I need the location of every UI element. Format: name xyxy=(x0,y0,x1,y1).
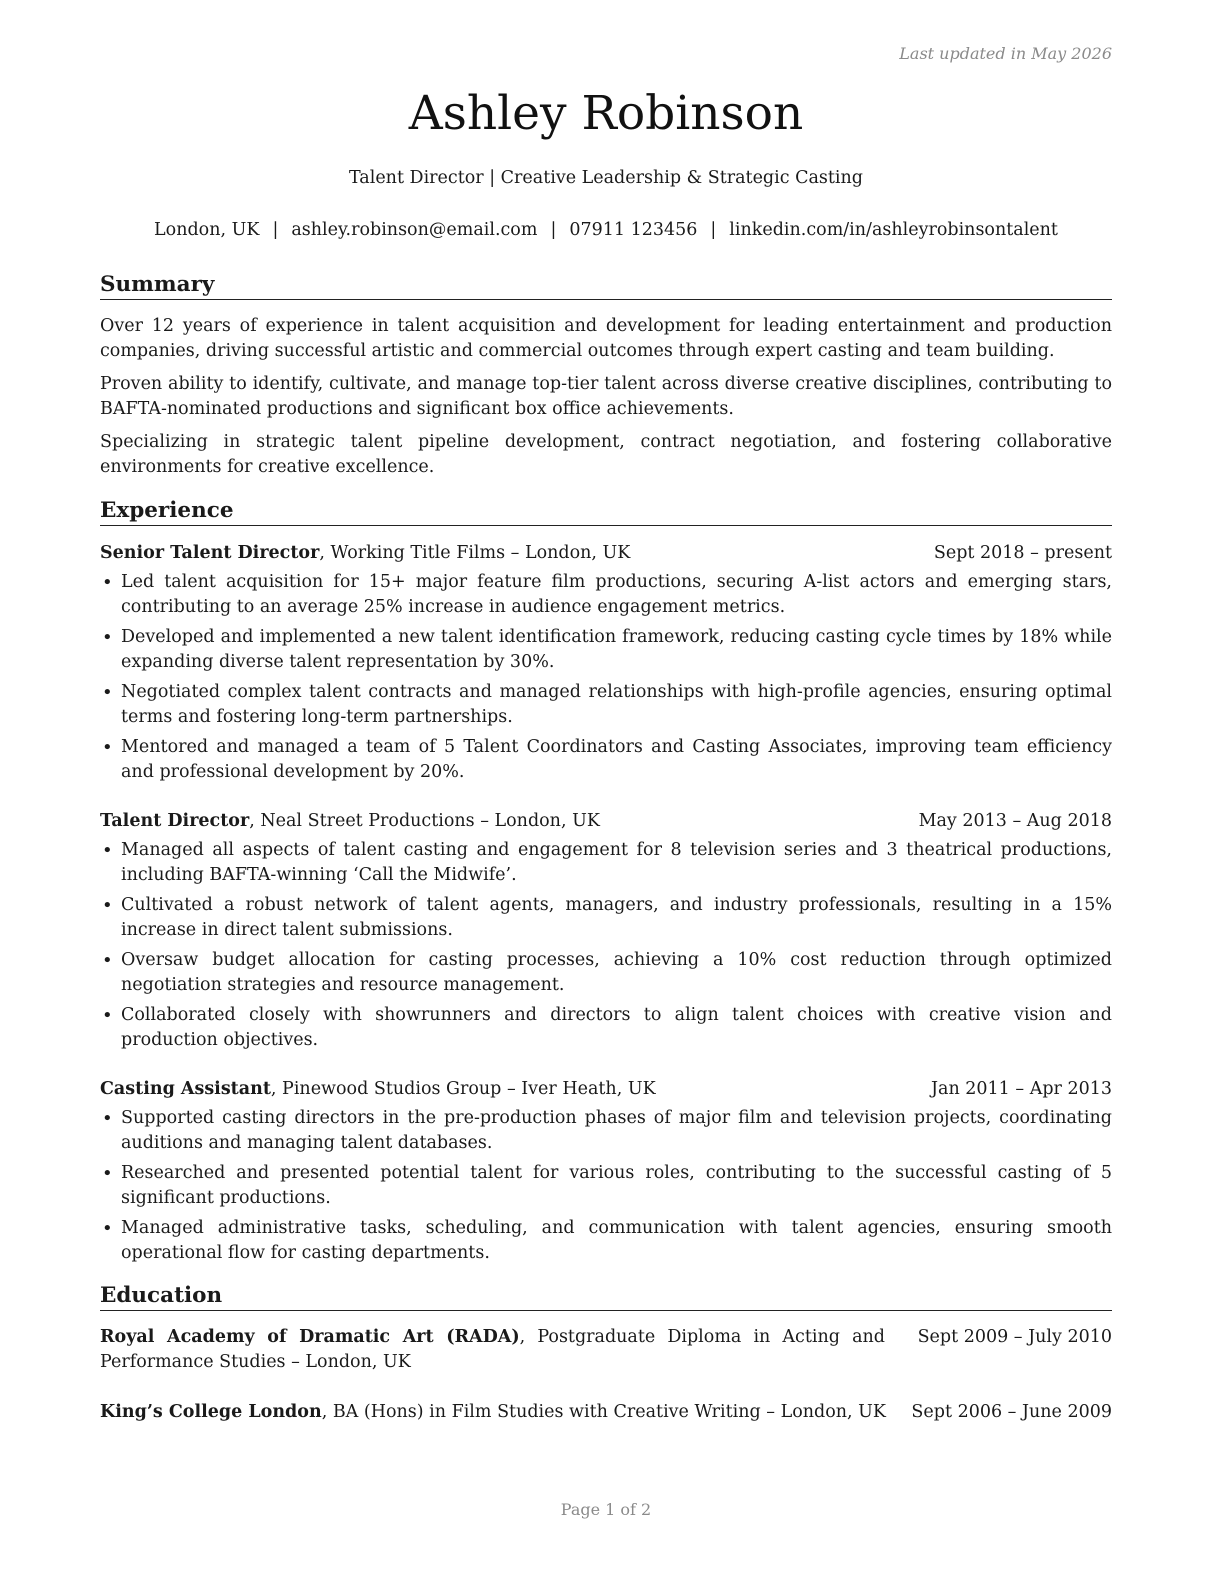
education-entry xyxy=(100,1400,1112,1425)
education-school: Royal Academy of Dramatic Art (RADA) xyxy=(100,1327,520,1347)
job-role: Casting Assistant xyxy=(100,1079,271,1099)
job-header xyxy=(100,541,1112,566)
job-bullet: • Negotiated complex talent contracts and managed relationships with high-profile agencies, ensuring optimal terms and fostering long-term partnerships. xyxy=(100,680,1112,730)
contact-phone: 07911 123456 xyxy=(569,220,698,240)
job-bullets xyxy=(100,1106,1112,1266)
resume-page xyxy=(100,0,1112,1584)
section-title-summary: Summary xyxy=(100,272,1112,300)
education-entry xyxy=(100,1325,1112,1375)
job-bullet: • Mentored and managed a team of 5 Talent Coordinators and Casting Associates, improving team efficiency and professional development by 20%. xyxy=(100,735,1112,785)
education-school: King’s College London xyxy=(100,1402,322,1422)
job-bullet: • Managed administrative tasks, scheduling, and communication with talent agencies, ensuring smooth operational flow for casting departments. xyxy=(100,1216,1112,1266)
contact-line xyxy=(100,220,1112,240)
last-updated-note: Last updated in May 2026 xyxy=(899,44,1112,63)
job-dates: May 2013 – Aug 2018 xyxy=(918,811,1112,831)
job-company: , Working Title Films – London, UK xyxy=(319,543,631,563)
job-dates: Sept 2018 – present xyxy=(933,543,1112,563)
education-dates: Sept 2006 – June 2009 xyxy=(911,1402,1112,1422)
job-bullet: • Oversaw budget allocation for casting processes, achieving a 10% cost reduction through optimized negotiation strategies and resource management. xyxy=(100,948,1112,998)
job-entry xyxy=(100,809,1112,1058)
job-bullets xyxy=(100,838,1112,1053)
job-company: , Neal Street Productions – London, UK xyxy=(249,811,600,831)
job-bullet: • Managed all aspects of talent casting and engagement for 8 television series and 3 theatrical productions, including BAFTA-winning ‘Call the Midwife’. xyxy=(100,838,1112,888)
contact-separator: | xyxy=(272,220,279,240)
job-bullet: • Cultivated a robust network of talent agents, managers, and industry professionals, resulting in a 15% increase in direct talent submissions. xyxy=(100,893,1112,943)
job-bullet: • Researched and presented potential talent for various roles, contributing to the successful casting of 5 significant productions. xyxy=(100,1161,1112,1211)
candidate-name: Ashley Robinson xyxy=(408,86,804,141)
job-header xyxy=(100,1077,1112,1102)
summary-paragraph: Specializing in strategic talent pipeline development, contract negotiation, and fostering collaborative environments for creative excellence. xyxy=(100,432,1112,477)
job-entry xyxy=(100,1077,1112,1271)
job-dates: Jan 2011 – Apr 2013 xyxy=(931,1079,1112,1099)
job-role: Talent Director xyxy=(100,811,250,831)
education-detail: , BA (Hons) in Film Studies with Creative Writing – London, UK xyxy=(321,1402,887,1422)
summary-paragraph: Proven ability to identify, cultivate, and manage top-tier talent across diverse creative disciplines, contributing to BAFTA-nominated productions and significant box office achievements. xyxy=(100,374,1112,419)
education-dates: Sept 2009 – July 2010 xyxy=(917,1327,1112,1347)
section-title-education: Education xyxy=(100,1283,1112,1311)
job-bullet: • Developed and implemented a new talent identification framework, reducing casting cycle times by 18% while expanding diverse talent representation by 30%. xyxy=(100,625,1112,675)
contact-separator: | xyxy=(710,220,717,240)
job-header xyxy=(100,809,1112,834)
section-title-experience: Experience xyxy=(100,498,1112,526)
summary-block xyxy=(100,314,1112,480)
contact-location: London, UK xyxy=(154,220,260,240)
job-bullets xyxy=(100,570,1112,785)
contact-linkedin[interactable]: linkedin.com/in/ashleyrobinsontalent xyxy=(729,220,1058,240)
page-number: Page 1 of 2 xyxy=(560,1500,652,1519)
job-bullet: • Supported casting directors in the pre-production phases of major film and television projects, coordinating auditions and managing talent databases. xyxy=(100,1106,1112,1156)
job-role: Senior Talent Director xyxy=(100,543,320,563)
job-bullet: • Collaborated closely with showrunners and directors to align talent choices with creative vision and production objectives. xyxy=(100,1003,1112,1053)
job-entry xyxy=(100,541,1112,790)
tagline: Talent Director | Creative Leadership & Strategic Casting xyxy=(348,168,864,188)
summary-paragraph: Over 12 years of experience in talent acquisition and development for leading entertainment and production companies, driving successful artistic and commercial outcomes through expert casting and team building. xyxy=(100,316,1112,361)
contact-email[interactable]: ashley.robinson@email.com xyxy=(291,220,538,240)
education-detail: , Postgraduate Diploma in Acting and Performance Studies – London, UK xyxy=(100,1327,885,1372)
job-bullet: • Led talent acquisition for 15+ major feature film productions, securing A-list actors and emerging stars, contributing to an average 25% increase in audience engagement metrics. xyxy=(100,570,1112,620)
job-company: , Pinewood Studios Group – Iver Heath, UK xyxy=(270,1079,656,1099)
contact-separator: | xyxy=(550,220,557,240)
